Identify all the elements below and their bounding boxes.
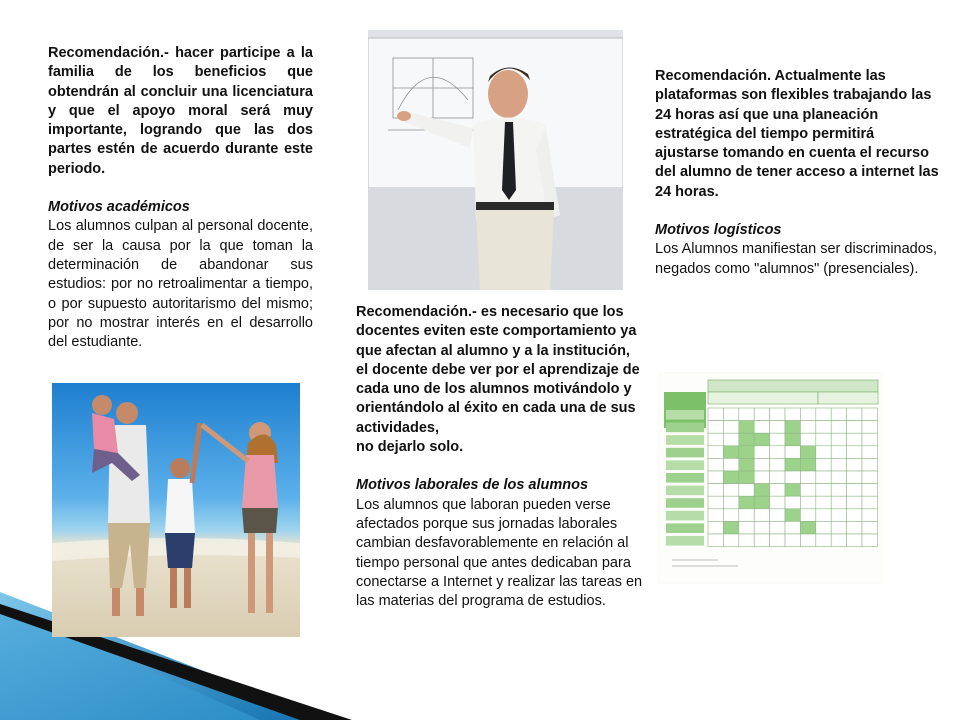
middle-heading-labor: Motivos laborales de los alumnos xyxy=(356,477,589,494)
grid-cell xyxy=(770,408,785,421)
grid-cell xyxy=(816,446,831,459)
grid-cell xyxy=(862,534,877,547)
teacher-head xyxy=(488,70,528,118)
middle-recommendation-end: no dejarlo solo. xyxy=(356,439,464,456)
grid-cell xyxy=(739,509,754,522)
grid-cell xyxy=(754,446,769,459)
grid-cell xyxy=(847,534,862,547)
grid-cell xyxy=(739,446,754,459)
grid-cell xyxy=(831,433,846,446)
middle-recommendation: Recomendación.- es necesario que los docentes eviten este comportamiento ya que afectan al alumno y a la institución, el docente debe ver por el aprendizaje de cada uno de los alumnos motivándolo y orientándolo al éxito en cada una de sus actividades, xyxy=(356,304,640,436)
grid-cell xyxy=(831,534,846,547)
grid-cell xyxy=(754,421,769,434)
grid-cell xyxy=(816,471,831,484)
right-heading-logistic: Motivos logísticos xyxy=(655,222,782,239)
grid-cell xyxy=(770,433,785,446)
grid-cell xyxy=(831,484,846,497)
grid-cell xyxy=(800,408,815,421)
grid-cell xyxy=(739,496,754,509)
grid-cell xyxy=(754,458,769,471)
grid-cell xyxy=(800,446,815,459)
grid-cell xyxy=(800,484,815,497)
grid-cell xyxy=(708,521,723,534)
grid-row-label xyxy=(666,435,704,445)
grid-cell xyxy=(739,534,754,547)
grid-row-label xyxy=(666,523,704,533)
grid-cell xyxy=(862,521,877,534)
grid-cell xyxy=(831,446,846,459)
middle-text-column xyxy=(356,303,646,611)
grid-cell xyxy=(816,496,831,509)
grid-cell xyxy=(708,458,723,471)
grid-cell xyxy=(800,509,815,522)
grid-row-label xyxy=(666,536,704,546)
grid-cell xyxy=(785,496,800,509)
grid-cell xyxy=(708,446,723,459)
grid-cell xyxy=(785,484,800,497)
grid-cell xyxy=(816,433,831,446)
grid-cell xyxy=(862,471,877,484)
grid-cell xyxy=(723,421,738,434)
grid-cell xyxy=(862,433,877,446)
left-heading-academic: Motivos académicos xyxy=(48,199,190,216)
grid-cell xyxy=(800,458,815,471)
grid-cell xyxy=(847,521,862,534)
grid-cell xyxy=(723,509,738,522)
grid-cell xyxy=(754,433,769,446)
grid-cell xyxy=(847,421,862,434)
grid-row-label xyxy=(666,410,704,420)
grid-cell xyxy=(785,509,800,522)
grid-cell xyxy=(800,496,815,509)
left-recommendation: Recomendación.- hacer participe a la familia de los beneficios que obtendrán al concluir una licenciatura y que el apoyo moral será muy importante, logrando que las dos partes estén de acuerdo durante este periodo. xyxy=(48,45,313,177)
grid-cell xyxy=(739,521,754,534)
grid-cell xyxy=(785,534,800,547)
grid-row-label xyxy=(666,473,704,483)
middle-body-labor: Los alumnos que laboran pueden verse afectados porque sus jornadas laborales cambian desfavorablemente en relación al tiempo personal que antes dedicaban para conectarse a Internet y realizar las tareas en las materias del programa de estudios. xyxy=(356,496,643,610)
left-body-academic: Los alumnos culpan al personal docente, de ser la causa por la que toman la determinación de abandonar sus estudios: por no retroalimentar a tiempo, o por supuesto autoritarismo del mismo; por no mostrar interés en el desarrollo del estudiante. xyxy=(48,218,313,351)
grid-cell xyxy=(862,408,877,421)
grid-cell xyxy=(723,471,738,484)
grid-cell xyxy=(847,446,862,459)
grid-cell xyxy=(770,484,785,497)
grid-cell xyxy=(739,484,754,497)
grid-row-label xyxy=(666,511,704,521)
grid-cell xyxy=(800,433,815,446)
grid-cell xyxy=(862,446,877,459)
grid-cell xyxy=(847,496,862,509)
grid-cell xyxy=(816,421,831,434)
grid-cell xyxy=(770,458,785,471)
grid-cell xyxy=(723,484,738,497)
grid-cell xyxy=(862,484,877,497)
right-text-column xyxy=(655,67,940,279)
grid-cell xyxy=(754,496,769,509)
grid-cell xyxy=(831,521,846,534)
family-beach-photo xyxy=(52,383,300,637)
grid-cell xyxy=(723,534,738,547)
grid-cell xyxy=(862,496,877,509)
grid-row-label xyxy=(666,423,704,433)
grid-cell xyxy=(770,496,785,509)
grid-cell xyxy=(862,458,877,471)
grid-cell xyxy=(800,534,815,547)
grid-cell xyxy=(800,471,815,484)
grid-cell xyxy=(754,509,769,522)
grid-cell xyxy=(847,458,862,471)
grid-cell xyxy=(708,496,723,509)
grid-cell xyxy=(754,484,769,497)
grid-cell xyxy=(723,446,738,459)
grid-cell xyxy=(754,408,769,421)
grid-cell xyxy=(723,521,738,534)
grid-cell xyxy=(739,433,754,446)
grid-cell xyxy=(770,421,785,434)
grid-cell xyxy=(770,521,785,534)
grid-cell xyxy=(847,509,862,522)
grid-cell xyxy=(708,433,723,446)
grid-cell xyxy=(847,484,862,497)
grid-cell xyxy=(708,471,723,484)
grid-cell xyxy=(816,458,831,471)
grid-row-label xyxy=(666,460,704,470)
grid-cell xyxy=(847,408,862,421)
teacher-photo xyxy=(368,30,623,290)
right-body-logistic: Los Alumnos manifiestan ser discriminados, negados como "alumnos" (presenciales). xyxy=(655,241,938,277)
grid-cell xyxy=(831,458,846,471)
grid-cell xyxy=(816,484,831,497)
grid-cell xyxy=(723,496,738,509)
right-recommendation: Recomendación. Actualmente las plataformas son flexibles trabajando las 24 horas así que una planeación estratégica del tiempo permitirá ajustarse tomando en cuenta el recurso del alumno de tener acceso a internet las 24 horas. xyxy=(655,68,939,200)
grid-row-label xyxy=(666,448,704,458)
grid-cell xyxy=(754,471,769,484)
grid-cell xyxy=(862,421,877,434)
grid-cell xyxy=(847,471,862,484)
grid-cell xyxy=(770,534,785,547)
schedule-grid-figure xyxy=(658,372,883,584)
grid-cell xyxy=(800,421,815,434)
grid-cell xyxy=(831,408,846,421)
grid-row-label xyxy=(666,498,704,508)
grid-cell xyxy=(770,446,785,459)
mother-figure xyxy=(202,422,278,613)
grid-cell xyxy=(847,433,862,446)
grid-cell xyxy=(770,509,785,522)
grid-cell xyxy=(816,408,831,421)
grid-cell xyxy=(708,484,723,497)
grid-cell xyxy=(831,496,846,509)
grid-cell xyxy=(785,521,800,534)
grid-cell xyxy=(708,509,723,522)
grid-cell xyxy=(739,471,754,484)
grid-cell xyxy=(739,421,754,434)
grid-cell xyxy=(708,534,723,547)
grid-cell xyxy=(785,471,800,484)
grid-cell xyxy=(800,521,815,534)
grid-cell xyxy=(754,534,769,547)
grid-cell xyxy=(723,433,738,446)
grid-row-label xyxy=(666,486,704,496)
grid-cell xyxy=(816,521,831,534)
grid-header xyxy=(708,380,878,392)
grid-cell xyxy=(785,458,800,471)
grid-cell xyxy=(816,534,831,547)
grid-cell xyxy=(831,471,846,484)
grid-cell xyxy=(739,408,754,421)
grid-cell xyxy=(754,521,769,534)
grid-cell xyxy=(816,509,831,522)
grid-cell xyxy=(831,509,846,522)
grid-cell xyxy=(723,408,738,421)
grid-cell xyxy=(785,408,800,421)
grid-cell xyxy=(785,446,800,459)
grid-cell xyxy=(862,509,877,522)
grid-cell xyxy=(708,408,723,421)
grid-cell xyxy=(708,421,723,434)
grid-cell xyxy=(785,421,800,434)
left-text-column xyxy=(48,44,313,352)
grid-cell xyxy=(723,458,738,471)
boy-figure xyxy=(165,423,200,608)
grid-cell xyxy=(770,471,785,484)
grid-cell xyxy=(785,433,800,446)
grid-cell xyxy=(831,421,846,434)
grid-cell xyxy=(739,458,754,471)
